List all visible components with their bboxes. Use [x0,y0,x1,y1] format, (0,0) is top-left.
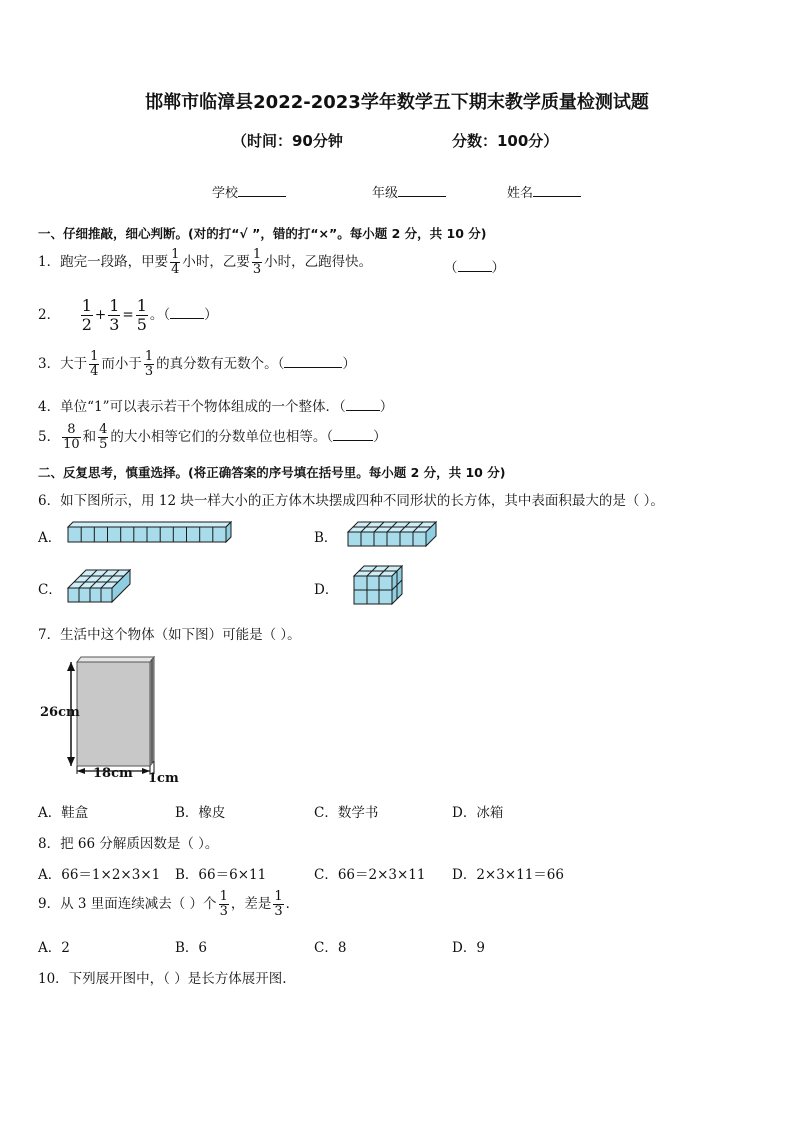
q4-number: 4． [38,399,61,415]
question-7: 7．生活中这个物体（如下图）可能是（ ）。 [38,627,301,643]
q5-fraction-2: $\frac{4}{5}$ [99,422,108,452]
question-1 [38,248,372,277]
page-title: 邯郸市临漳县2022-2023学年数学五下期末教学质量检测试题 [145,92,649,113]
q5-text-a: 和 [82,429,97,445]
time-label: （时间：90分钟 [232,132,343,150]
q2-fraction-1: $\frac{1}{2}$ [81,296,92,334]
q1-text-b: 小时，乙要 [182,254,250,270]
q3-text-a: 大于 [60,356,88,372]
q8-option-c[interactable]: C．66＝2×3×11 [314,867,426,883]
name-blank[interactable] [533,184,581,197]
q3-fraction-1: $\frac{1}{4}$ [90,349,99,379]
q2-number: 2． [38,307,61,323]
q7-height-label: 26cm [40,705,80,720]
q7-option-d[interactable]: D．冰箱 [452,805,504,821]
q6-option-c-label[interactable]: C． [38,582,62,598]
grade-label: 年级 [372,186,399,201]
q6-option-c-cuboid-image [64,566,134,606]
q5-answer-blank[interactable] [333,428,373,441]
q2-fraction-2: $\frac{1}{3}$ [109,296,120,334]
q9-text-b: ，差是 [230,896,272,912]
q1-fraction-2: $\frac{1}{3}$ [252,247,262,277]
q1-text-c: 小时，乙跑得快。 [264,254,373,270]
q2-plus: + [94,307,107,323]
q9-text-a: 9．从 3 里面连续减去（ ）个 [38,896,217,912]
q1-fraction-1: $\frac{1}{4}$ [171,247,180,277]
q7-depth-label: 1cm [148,771,179,786]
name-label: 姓名 [507,186,534,201]
q6-option-a-label[interactable]: A． [38,530,62,546]
q6-option-d-cuboid-image [350,564,408,608]
school-label: 学校 [212,186,239,201]
grade-field [372,182,446,201]
q1-answer-blank[interactable] [458,259,492,272]
q1-text-a: 跑完一段路，甲要 [60,254,169,270]
q8-option-a[interactable]: A．66＝1×2×3×1 [38,867,161,883]
q3-answer-blank[interactable] [284,355,342,368]
q2-fraction-3: $\frac{1}{5}$ [136,296,147,334]
q3-number: 3． [38,356,61,372]
school-field [212,182,286,201]
question-8: 8．把 66 分解质因数是（ ）。 [38,836,219,852]
grade-blank[interactable] [398,184,446,197]
q7-width-label: 18cm [93,766,133,781]
q3-text-b: 而小于 [101,356,142,372]
q6-option-d-label[interactable]: D． [314,582,339,598]
question-9 [38,890,299,919]
school-blank[interactable] [238,184,286,197]
q8-option-d[interactable]: D．2×3×11＝66 [452,867,564,883]
q2-equals: = [122,307,134,323]
question-2: 2． $\frac{1}{2}$ + $\frac{1}{3}$ = $\frac{1}{5}$ 。（ ） [38,296,218,334]
section-1-heading: 一、仔细推敲，细心判断。(对的打“√ ”，错的打“×”。每小题 2 分，共 10 分) [38,226,487,241]
q5-text-b: 的大小相等它们的分数单位也相等。（ [110,429,334,445]
q9-fraction-1: $\frac{1}{3}$ [219,889,228,919]
q4-answer-blank[interactable] [346,398,380,411]
question-5: 5． $\frac{8}{10}$ 和 $\frac{4}{5}$ 的大小相等它们的分数单位也相等。（ ） [38,422,387,452]
q1-answer: （ ） [444,260,505,276]
section-2-heading: 二、反复思考，慎重选择。(将正确答案的序号填在括号里。每小题 2 分，共 10 分) [38,465,506,480]
q9-option-d[interactable]: D．9 [452,940,485,956]
q5-number: 5． [38,429,61,445]
question-4: 4．单位“1”可以表示若干个物体组成的一个整体．（ ） [38,399,394,415]
question-10: 10．下列展开图中，（ ）是长方体展开图. [38,971,287,987]
q2-text-end: 。（ [149,307,171,323]
q9-text-c: ． [285,896,300,912]
q9-fraction-2: $\frac{1}{3}$ [274,889,283,919]
q7-option-a[interactable]: A．鞋盒 [38,805,89,821]
q7-option-b[interactable]: B．橡皮 [175,805,226,821]
q6-option-a-cuboid-image [64,520,234,544]
score-label: 分数：100分） [452,132,559,150]
question-6: 6．如下图所示，用 12 块一样大小的正方体木块摆成四种不同形状的长方体，其中表面积最大的是（ ）。 [38,493,664,509]
name-field [507,182,581,201]
q4-text: 单位“1”可以表示若干个物体组成的一个整体．（ [60,399,346,415]
q3-text-c: 的真分数有无数个。（ [156,356,285,372]
q2-answer-blank[interactable] [170,306,204,319]
q1-number: 1． [38,254,61,270]
q7-option-c[interactable]: C．数学书 [314,805,379,821]
q9-option-c[interactable]: C．8 [314,940,347,956]
q6-option-b-label[interactable]: B． [314,530,338,546]
q9-option-b[interactable]: B．6 [175,940,208,956]
question-3: 3．大于 $\frac{1}{4}$ 而小于 $\frac{1}{3}$ 的真分数有无数个。（ ） [38,349,356,379]
q5-fraction-1: $\frac{8}{10}$ [63,422,80,452]
q3-fraction-2: $\frac{1}{3}$ [144,349,154,379]
q8-option-b[interactable]: B．66＝6×11 [175,867,267,883]
q6-option-b-cuboid-image [344,520,440,550]
q9-option-a[interactable]: A．2 [38,940,70,956]
